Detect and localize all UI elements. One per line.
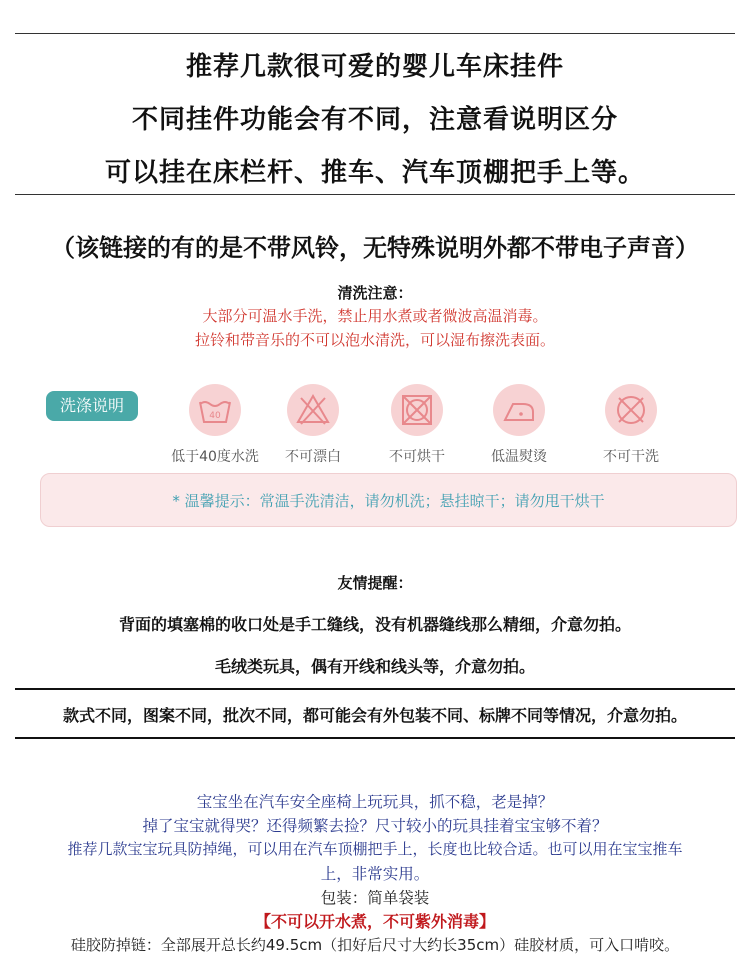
silicone-chain-spec: 硅胶防掉链：全部展开总长约49.5cm（扣好后尺寸大约长35cm）硅胶材质，可入口啃咬。 xyxy=(70,936,680,954)
no-tumble-dry-icon xyxy=(391,384,443,436)
cleaning-line-1: 大部分可温水手洗，禁止用水煮或者微波高温消毒。 xyxy=(202,307,548,325)
wash-item-40 xyxy=(160,384,270,466)
wash-item-low-iron xyxy=(464,384,574,466)
friendly-line-1: 背面的填塞棉的收口处是手工缝线，没有机器缝线那么精细，介意勿拍。 xyxy=(118,615,631,634)
header-line-3: 可以挂在床栏杆、推车、汽车顶棚把手上等。 xyxy=(104,158,645,188)
divider-thick-2 xyxy=(15,737,735,739)
no-bleach-icon xyxy=(287,384,339,436)
friendly-line-3: 款式不同，图案不同，批次不同，都可能会有外包装不同、标牌不同等情况，介意勿拍。 xyxy=(62,706,687,725)
product-line-1: 宝宝坐在汽车安全座椅上玩玩具，抓不稳，老是掉？ xyxy=(196,793,554,811)
wash-instructions-badge: 洗涤说明 xyxy=(46,391,138,421)
wash-40-icon xyxy=(189,384,241,436)
wash-label-no-bleach: 不可漂白 xyxy=(285,449,341,465)
friendly-line-2: 毛绒类玩具，偶有开线和线头等，介意勿拍。 xyxy=(214,657,535,676)
cleaning-title: 清洗注意： xyxy=(337,284,413,302)
wash-item-no-tumble-dry xyxy=(362,384,472,466)
friendly-title: 友情提醒： xyxy=(337,574,413,592)
wash-label-40: 低于40度水洗 xyxy=(171,449,259,465)
low-iron-icon xyxy=(493,384,545,436)
header-line-2: 不同挂件功能会有不同，注意看说明区分 xyxy=(131,105,618,135)
packaging-text: 包装：简单袋装 xyxy=(320,889,430,907)
product-line-2: 掉了宝宝就得哭？还得频繁去捡？尺寸较小的玩具挂着宝宝够不着？ xyxy=(142,817,608,835)
boil-warning: 【不可以开水煮，不可紫外消毒】 xyxy=(254,912,495,931)
electronics-note: （该链接的有的是不带风铃，无特殊说明外都不带电子声音） xyxy=(51,234,699,262)
header-line-1: 推荐几款很可爱的婴儿车床挂件 xyxy=(185,52,564,82)
product-line-4: 上，非常实用。 xyxy=(320,865,430,883)
divider-header-bottom xyxy=(15,194,735,195)
wash-label-low-iron: 低温熨烫 xyxy=(491,449,547,465)
divider-thick-1 xyxy=(15,688,735,690)
no-dry-clean-icon xyxy=(605,384,657,436)
wash-item-no-dry-clean xyxy=(576,384,686,466)
divider-top xyxy=(15,33,735,34)
wash-tip-box: * 温馨提示：常温手洗清洁，请勿机洗；悬挂晾干；请勿甩干烘干 xyxy=(40,473,737,527)
wash-temp-label: 40 xyxy=(209,411,221,421)
wash-label-no-dry-clean: 不可干洗 xyxy=(603,449,659,465)
cleaning-line-2: 拉铃和带音乐的不可以泡水清洗，可以湿布擦洗表面。 xyxy=(194,331,555,349)
wash-item-no-bleach xyxy=(258,384,368,466)
wash-label-no-tumble-dry: 不可烘干 xyxy=(389,449,445,465)
product-line-3: 推荐几款宝宝玩具防掉绳，可以用在汽车顶棚把手上，长度也比较合适。也可以用在宝宝推车 xyxy=(67,840,683,858)
